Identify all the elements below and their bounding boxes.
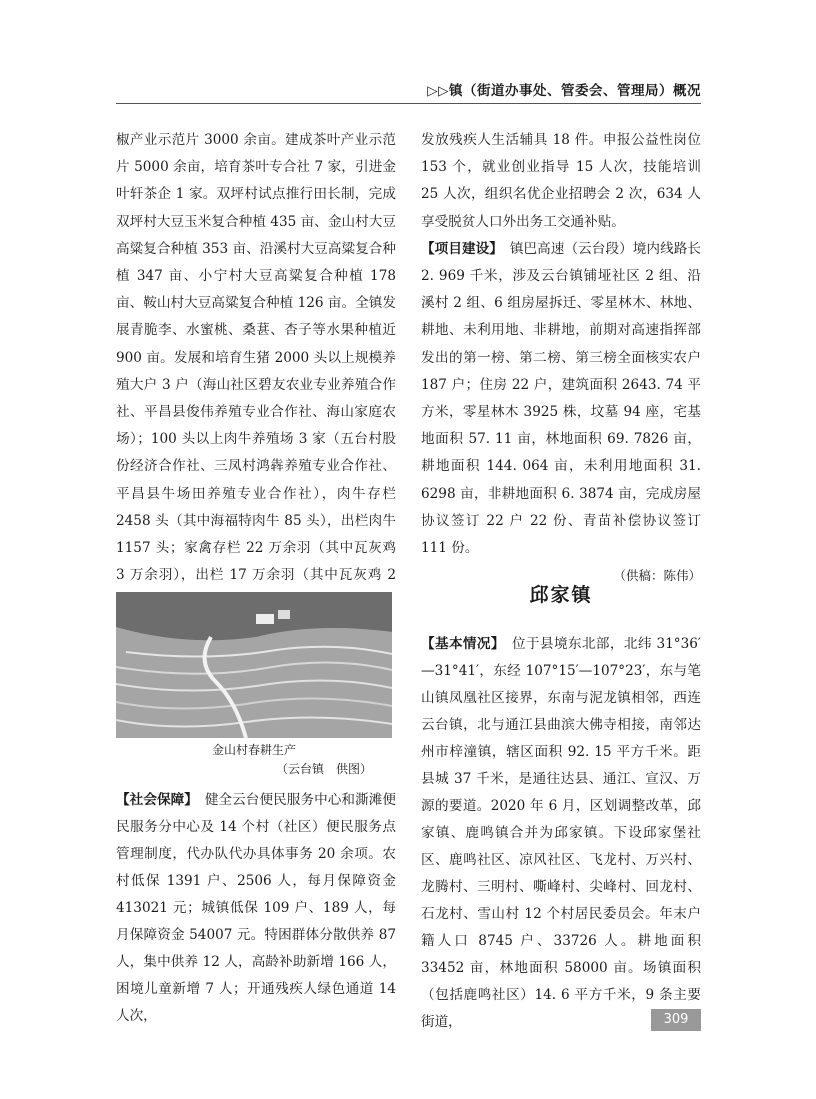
project-text: 镇巴高速（云台段）境内线路长 2. 969 千米，涉及云台镇铺垭社区 2 组、沿溪村 2 组、6 组房屋拆迁、零星林木、林地、耕地、未利用地、非耕地，前期对高速指挥部发出的第一榜、第二榜、第三榜全面核实农户 187 户；住房 22 户，建筑面积 2643. 74 平方米，零星林木 3925 株，坟墓 94 座，宅基地面积 57. 11 亩，林地面积 69. 7826 亩，耕地面积 144. 064 亩，未利用地面积 31. 6298 亩，非耕地面积 6. 3874 亩，完成房屋协议签订 22 户 22 份、青苗补偿协议签订 111 份。 xyxy=(421,240,702,557)
project-tag: 【项目建设】 xyxy=(421,240,497,257)
agriculture-paragraph: 椒产业示范片 3000 余亩。建成茶叶产业示范片 5000 余亩，培育茶叶专合社 7 家，引进金叶轩茶企 1 家。双坪村试点推行田长制，完成双坪村大豆玉米复合种植 435 亩、金山村大豆高粱复合种植 353 亩、沿溪村大豆高粱复合种植 347 亩、小宁村大豆高粱复合种植 178 亩、鞍山村大豆高粱复合种植 126 亩。全镇发展青脆李、水蜜桃、桑葚、杏子等水果种植近 900 亩。发展和培育生猪 2000 头以上规模养殖大户 3 户（海山社区碧友农业专业养殖合作社、平昌县俊伟养殖专业合作社、海山家庭农场）；100 头以上肉牛养殖场 3 家（五台村股份经济合作社、三凤村鸿犇养殖专业合作社、平昌县牛场田养殖专业合作社），肉牛存栏 2458 头（其中海福特肉牛 85 头），出栏肉牛 1157 头；家禽存栏 22 万余羽（其中瓦灰鸡 3 万余羽），出栏 17 万余羽（其中瓦灰鸡 2 xyxy=(116,132,396,584)
basic-info-text: 位于县境东北部，北纬 31°36′—31°41′，东经 107°15′—107°23′，东与笔山镇凤凰社区接界，东南与泥龙镇相邻，西连云台镇，北与通江县曲滨大佛寺相接，南邻达州市梓潼镇，辖区面积 92. 15 平方千米。距县城 37 千米，是通往达县、通江、宣汉、万源的要道。2020 年 6 月，区划调整改革，邱家镇、鹿鸣镇合并为邱家镇。下设邱家堡社区、鹿鸣社区、凉风社区、飞龙村、万兴村、龙腾村、三明村、嘶峰村、尖峰村、回龙村、石龙村、雪山村 12 个村居民委员会。年末户籍人口 8745 户、33726 人。耕地面积 33452 亩，林地面积 58000 亩。场镇面积（包括鹿鸣社区）14. 6 平方千米，9 条主要街道， xyxy=(421,636,701,1030)
social-security-tag: 【社会保障】 xyxy=(116,792,192,808)
photo-credit: （云台镇 供图） xyxy=(275,762,372,776)
running-header: ▷▷镇（街道办事处、管委会、管理局）概况 xyxy=(427,83,701,99)
social-security-section xyxy=(116,787,396,1030)
left-column xyxy=(116,127,396,617)
contributor-credit: （供稿：陈伟） xyxy=(613,568,701,584)
header-rule xyxy=(116,103,701,104)
photo-terraced-fields xyxy=(116,592,392,738)
social-security-text: 健全云台便民服务中心和澌滩便民服务分中心及 14 个村（社区）便民服务点管理制度，代办队代办具体事务 20 余项。农村低保 1391 户、2506 人，每月保障资金 413021 元；城镇低保 109 户、189 人，每月保障资金 54007 元。特困群体分散供养 87 人，集中供养 12 人，高龄补助新增 166 人，困境儿童新增 7 人；开通残疾人绿色通道 14 人次， xyxy=(116,792,397,1024)
basic-info-tag: 【基本情况】 xyxy=(421,636,499,652)
town-title: 邱家镇 xyxy=(529,584,593,606)
photo-caption: 金山村春耕生产 xyxy=(211,743,296,757)
terraced-fields-image xyxy=(116,592,392,738)
project-section xyxy=(421,236,701,562)
social-security-continuation: 发放残疾人生活辅具 18 件。申报公益性岗位 153 个，就业创业指导 15 人次，技能培训 25 人次，组织名优企业招聘会 2 次，634 人享受脱贫人口外出务工交通补贴。 xyxy=(421,132,701,230)
basic-info-section xyxy=(421,631,701,1036)
right-column xyxy=(421,127,701,589)
page-number: 309 xyxy=(651,1009,701,1031)
